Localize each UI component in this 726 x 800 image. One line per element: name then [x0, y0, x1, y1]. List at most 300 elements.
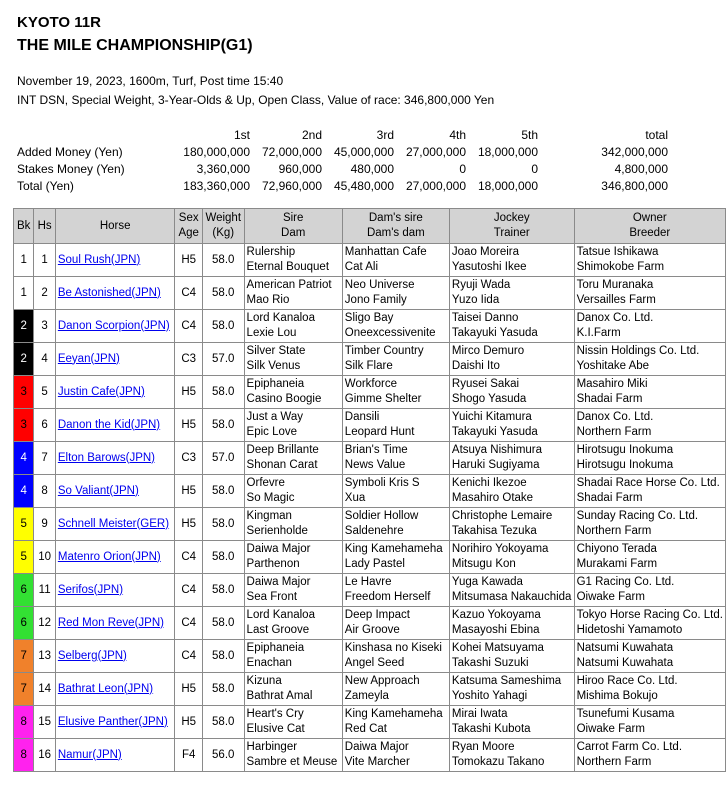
- prize-money-header: [17, 126, 668, 143]
- jockey: Christophe Lemaire: [451, 510, 553, 522]
- jockey: Katsuma Sameshima: [451, 675, 562, 687]
- frame-number-cell: 7: [14, 673, 34, 706]
- money-row-label: Total (Yen): [17, 178, 74, 193]
- money-col-header: 1st: [233, 127, 250, 142]
- money-header-spacer: [17, 126, 147, 143]
- header-line: Owner: [632, 212, 667, 224]
- dams-sire-dam-cell: [342, 541, 449, 574]
- weight-cell: 58.0: [202, 706, 244, 739]
- trainer: Takashi Kubota: [451, 723, 531, 735]
- owner-breeder-cell: [574, 442, 725, 475]
- jockey-trainer-cell: [449, 376, 574, 409]
- money-value: 18,000,000: [477, 178, 538, 193]
- dams-sire-dam-cell: [342, 277, 449, 310]
- frame-number-cell: 6: [14, 607, 34, 640]
- frame-number-cell: 1: [14, 277, 34, 310]
- breeder: Murakami Farm: [576, 558, 658, 570]
- dam: Sea Front: [246, 591, 298, 603]
- sire: Rulership: [246, 246, 296, 258]
- horse-link[interactable]: Selberg(JPN): [57, 649, 127, 662]
- weight-cell: 58.0: [202, 640, 244, 673]
- owner: Danox Co. Ltd.: [576, 312, 654, 324]
- dams-sire: Workforce: [344, 378, 397, 390]
- owner: Chiyono Terada: [576, 543, 657, 555]
- dams-sire: Sligo Bay: [344, 312, 394, 324]
- header-line: (Kg): [212, 227, 235, 239]
- horse-link[interactable]: Namur(JPN): [57, 748, 122, 761]
- sire: Epiphaneia: [246, 378, 305, 390]
- dams-sire-dam-cell: [342, 244, 449, 277]
- col-header-hs: [34, 209, 55, 244]
- table-row: [14, 310, 726, 343]
- horse-cell: [55, 508, 175, 541]
- horse-number-cell: 15: [34, 706, 55, 739]
- horse-number-cell: 1: [34, 244, 55, 277]
- weight-cell: 58.0: [202, 607, 244, 640]
- table-row: [14, 475, 726, 508]
- horse-link[interactable]: Soul Rush(JPN): [57, 253, 141, 266]
- horse-link[interactable]: Serifos(JPN): [57, 583, 124, 596]
- horse-cell: [55, 376, 175, 409]
- header-line: Sire: [282, 212, 304, 224]
- dams-sire-dam-cell: [342, 442, 449, 475]
- breeder: Hidetoshi Yamamoto: [576, 624, 683, 636]
- dams-sire: King Kamehameha: [344, 543, 443, 555]
- jockey: Ryusei Sakai: [451, 378, 520, 390]
- breeder: Yoshitake Abe: [576, 360, 650, 372]
- header-line: Sex: [178, 212, 199, 224]
- dam: Serienholde: [246, 525, 308, 537]
- owner: Hirotsugu Inokuma: [576, 444, 674, 456]
- money-header-row: [17, 126, 668, 143]
- dams-dam: Cat Ali: [344, 261, 379, 273]
- table-row: [14, 640, 726, 673]
- table-row: [14, 244, 726, 277]
- jockey-trainer-cell: [449, 574, 574, 607]
- sex-age-cell: C4: [175, 607, 202, 640]
- dams-sire: Brian's Time: [344, 444, 408, 456]
- col-header-bk: [14, 209, 34, 244]
- owner: Nissin Holdings Co. Ltd.: [576, 345, 700, 357]
- dams-sire: Symboli Kris S: [344, 477, 420, 489]
- dams-dam: Air Groove: [344, 624, 400, 636]
- trainer: Takashi Suzuki: [451, 657, 529, 669]
- horse-link[interactable]: Be Astonished(JPN): [57, 286, 161, 299]
- jockey: Kazuo Yokoyama: [451, 609, 541, 621]
- jockey-trainer-cell: [449, 409, 574, 442]
- race-number-title: KYOTO 11R: [17, 14, 101, 31]
- dams-dam: Silk Flare: [344, 360, 393, 372]
- owner: Masahiro Miki: [576, 378, 648, 390]
- dams-sire-dam-cell: [342, 640, 449, 673]
- dam: Parthenon: [246, 558, 300, 570]
- sex-age-cell: H5: [175, 673, 202, 706]
- frame-number-cell: 5: [14, 508, 34, 541]
- horse-number-cell: 7: [34, 442, 55, 475]
- sex-age-cell: H5: [175, 475, 202, 508]
- sire-dam-cell: [244, 409, 342, 442]
- jockey: Mirco Demuro: [451, 345, 525, 357]
- dams-sire: Timber Country: [344, 345, 424, 357]
- money-value: 45,480,000: [333, 178, 394, 193]
- sex-age-cell: C3: [175, 343, 202, 376]
- dams-sire: New Approach: [344, 675, 420, 687]
- horse-link[interactable]: Red Mon Reve(JPN): [57, 616, 164, 629]
- horse-link[interactable]: Elton Barows(JPN): [57, 451, 155, 464]
- col-header-weight: [202, 209, 244, 244]
- table-row: [14, 607, 726, 640]
- dam: Elusive Cat: [246, 723, 305, 735]
- breeder: Northern Farm: [576, 426, 652, 438]
- sire: Lord Kanaloa: [246, 609, 315, 621]
- weight-cell: 58.0: [202, 475, 244, 508]
- horse-link[interactable]: Schnell Meister(GER): [57, 517, 170, 530]
- horse-link[interactable]: Elusive Panther(JPN): [57, 715, 168, 728]
- breeder: Mishima Bokujo: [576, 690, 658, 702]
- jockey: Kohei Matsuyama: [451, 642, 544, 654]
- col-header-owner-breeder: [574, 209, 725, 244]
- sire-dam-cell: [244, 739, 342, 772]
- money-row: [17, 160, 668, 177]
- dams-dam: News Value: [344, 459, 406, 471]
- jockey-trainer-cell: [449, 640, 574, 673]
- jockey-trainer-cell: [449, 277, 574, 310]
- dam: Casino Boogie: [246, 393, 322, 405]
- dams-sire-dam-cell: [342, 409, 449, 442]
- dams-sire: Deep Impact: [344, 609, 410, 621]
- dams-dam: Red Cat: [344, 723, 387, 735]
- sex-age-cell: C4: [175, 277, 202, 310]
- header-line: Breeder: [629, 227, 671, 239]
- money-value: 0: [531, 161, 538, 176]
- header-line: Dam's dam: [366, 227, 425, 239]
- horse-link[interactable]: Eeyan(JPN): [57, 352, 120, 365]
- dams-sire-dam-cell: [342, 343, 449, 376]
- col-header-sire-dam: [244, 209, 342, 244]
- horse-link[interactable]: Justin Cafe(JPN): [57, 385, 145, 398]
- dams-sire-dam-cell: [342, 706, 449, 739]
- money-value: 0: [459, 161, 466, 176]
- dams-sire-dam-cell: [342, 508, 449, 541]
- jockey-trainer-cell: [449, 706, 574, 739]
- dams-sire-dam-cell: [342, 376, 449, 409]
- entries-header: [14, 209, 726, 244]
- sire-dam-cell: [244, 376, 342, 409]
- sire: Lord Kanaloa: [246, 312, 315, 324]
- sire: Epiphaneia: [246, 642, 305, 654]
- header-line: Trainer: [493, 227, 530, 239]
- jockey-trainer-cell: [449, 442, 574, 475]
- jockey: Joao Moreira: [451, 246, 520, 258]
- owner: Carrot Farm Co. Ltd.: [576, 741, 683, 753]
- dams-dam: Saldenehre: [344, 525, 404, 537]
- money-row-label: Added Money (Yen): [17, 144, 123, 159]
- horse-cell: [55, 343, 175, 376]
- breeder: Shadai Farm: [576, 393, 643, 405]
- jockey-trainer-cell: [449, 508, 574, 541]
- owner: Tatsue Ishikawa: [576, 246, 659, 258]
- table-row: [14, 376, 726, 409]
- jockey-trainer-cell: [449, 607, 574, 640]
- money-value: 27,000,000: [405, 178, 466, 193]
- horse-number-cell: 10: [34, 541, 55, 574]
- money-col-header: 2nd: [301, 127, 322, 142]
- dams-dam: Xua: [344, 492, 366, 504]
- weight-cell: 57.0: [202, 343, 244, 376]
- dam: Bathrat Amal: [246, 690, 313, 702]
- owner-breeder-cell: [574, 508, 725, 541]
- dams-dam: Zameyla: [344, 690, 389, 702]
- horse-link[interactable]: Danon the Kid(JPN): [57, 418, 161, 431]
- horse-number-cell: 12: [34, 607, 55, 640]
- horse-cell: [55, 277, 175, 310]
- owner: Natsumi Kuwahata: [576, 642, 674, 654]
- header-line: Dam: [281, 227, 306, 239]
- breeder: K.I.Farm: [576, 327, 621, 339]
- dams-sire-dam-cell: [342, 607, 449, 640]
- sex-age-cell: C4: [175, 640, 202, 673]
- owner-breeder-cell: [574, 640, 725, 673]
- horse-number-cell: 13: [34, 640, 55, 673]
- dams-dam: Lady Pastel: [344, 558, 405, 570]
- dam: Lexie Lou: [246, 327, 297, 339]
- race-date-line: November 19, 2023, 1600m, Turf, Post time 15:40: [17, 74, 284, 88]
- sire: Daiwa Major: [246, 576, 311, 588]
- weight-cell: 58.0: [202, 376, 244, 409]
- horse-link[interactable]: Bathrat Leon(JPN): [57, 682, 154, 695]
- frame-number-cell: 8: [14, 706, 34, 739]
- frame-number-cell: 8: [14, 739, 34, 772]
- owner-breeder-cell: [574, 409, 725, 442]
- trainer: Masahiro Otake: [451, 492, 534, 504]
- money-value: 45,000,000: [333, 144, 394, 159]
- horse-cell: [55, 673, 175, 706]
- sire-dam-cell: [244, 244, 342, 277]
- horse-number-cell: 8: [34, 475, 55, 508]
- money-value: 346,800,000: [601, 178, 668, 193]
- frame-number-cell: 4: [14, 442, 34, 475]
- horse-number-cell: 2: [34, 277, 55, 310]
- dam: Last Groove: [246, 624, 310, 636]
- money-row-label: Stakes Money (Yen): [17, 161, 125, 176]
- weight-cell: 58.0: [202, 244, 244, 277]
- sire-dam-cell: [244, 475, 342, 508]
- owner-breeder-cell: [574, 541, 725, 574]
- sire: Deep Brillante: [246, 444, 319, 456]
- sire: Daiwa Major: [246, 543, 311, 555]
- sire: Silver State: [246, 345, 306, 357]
- breeder: Shadai Farm: [576, 492, 643, 504]
- horse-cell: [55, 475, 175, 508]
- sex-age-cell: C4: [175, 541, 202, 574]
- jockey: Ryuji Wada: [451, 279, 511, 291]
- sex-age-cell: H5: [175, 376, 202, 409]
- sex-age-cell: H5: [175, 244, 202, 277]
- prize-money-table: [17, 126, 668, 194]
- dam: Sambre et Meuse: [246, 756, 338, 768]
- table-row: [14, 277, 726, 310]
- header-line: Weight: [205, 212, 242, 224]
- sex-age-cell: C3: [175, 442, 202, 475]
- frame-number-cell: 7: [14, 640, 34, 673]
- frame-number-cell: 4: [14, 475, 34, 508]
- breeder: Oiwake Farm: [576, 591, 645, 603]
- entries-table: [13, 208, 726, 772]
- frame-number-cell: 3: [14, 376, 34, 409]
- owner: Shadai Race Horse Co. Ltd.: [576, 477, 720, 489]
- trainer: Yoshito Yahagi: [451, 690, 528, 702]
- money-value: 180,000,000: [183, 144, 250, 159]
- frame-number-cell: 1: [14, 244, 34, 277]
- money-col-header: 4th: [449, 127, 466, 142]
- dams-dam: Jono Family: [344, 294, 407, 306]
- race-conditions-line: INT DSN, Special Weight, 3-Year-Olds & Up, Open Class, Value of race: 346,800,000 Yen: [17, 93, 495, 107]
- weight-cell: 56.0: [202, 739, 244, 772]
- sex-age-cell: C4: [175, 310, 202, 343]
- weight-cell: 58.0: [202, 508, 244, 541]
- sire: Heart's Cry: [246, 708, 304, 720]
- owner: G1 Racing Co. Ltd.: [576, 576, 675, 588]
- jockey-trainer-cell: [449, 673, 574, 706]
- sex-age-cell: H5: [175, 706, 202, 739]
- horse-cell: [55, 310, 175, 343]
- entries-body: [14, 244, 726, 772]
- breeder: Northern Farm: [576, 525, 652, 537]
- sire: Kizuna: [246, 675, 282, 687]
- trainer: Mitsumasa Nakauchida: [451, 591, 572, 603]
- weight-cell: 58.0: [202, 673, 244, 706]
- dams-sire-dam-cell: [342, 310, 449, 343]
- horse-number-cell: 14: [34, 673, 55, 706]
- dams-sire: Le Havre: [344, 576, 392, 588]
- trainer: Mitsugu Kon: [451, 558, 516, 570]
- jockey-trainer-cell: [449, 475, 574, 508]
- col-header-jockey-trainer: [449, 209, 574, 244]
- owner: Danox Co. Ltd.: [576, 411, 654, 423]
- sex-age-cell: H5: [175, 508, 202, 541]
- money-value: 4,800,000: [614, 161, 668, 176]
- sire-dam-cell: [244, 343, 342, 376]
- trainer: Takayuki Yasuda: [451, 327, 538, 339]
- owner-breeder-cell: [574, 574, 725, 607]
- col-header-horse: [55, 209, 175, 244]
- trainer: Takahisa Tezuka: [451, 525, 537, 537]
- trainer: Yuzo Iida: [451, 294, 500, 306]
- owner-breeder-cell: [574, 376, 725, 409]
- owner: Tokyo Horse Racing Co. Ltd.: [576, 609, 723, 621]
- sire: Orfevre: [246, 477, 285, 489]
- weight-cell: 58.0: [202, 541, 244, 574]
- table-row: [14, 673, 726, 706]
- trainer: Yasutoshi Ikee: [451, 261, 527, 273]
- money-value: 480,000: [350, 161, 394, 176]
- money-value: 960,000: [278, 161, 322, 176]
- jockey: Norihiro Yokoyama: [451, 543, 549, 555]
- owner: Tsunefumi Kusama: [576, 708, 675, 720]
- dam: Shonan Carat: [246, 459, 318, 471]
- breeder: Versailles Farm: [576, 294, 656, 306]
- money-value: 27,000,000: [405, 144, 466, 159]
- horse-number-cell: 4: [34, 343, 55, 376]
- owner-breeder-cell: [574, 673, 725, 706]
- sex-age-cell: C4: [175, 574, 202, 607]
- dams-sire: Daiwa Major: [344, 741, 409, 753]
- breeder: Northern Farm: [576, 756, 652, 768]
- dams-sire: Manhattan Cafe: [344, 246, 427, 258]
- horse-cell: [55, 706, 175, 739]
- owner-breeder-cell: [574, 607, 725, 640]
- dams-sire: Soldier Hollow: [344, 510, 419, 522]
- horse-cell: [55, 607, 175, 640]
- sire-dam-cell: [244, 442, 342, 475]
- jockey: Taisei Danno: [451, 312, 519, 324]
- entries-header-row: [14, 209, 726, 244]
- dams-sire-dam-cell: [342, 475, 449, 508]
- dam: Enachan: [246, 657, 292, 669]
- money-value: 3,360,000: [196, 161, 250, 176]
- sire-dam-cell: [244, 607, 342, 640]
- sire: Kingman: [246, 510, 292, 522]
- horse-number-cell: 11: [34, 574, 55, 607]
- header-line: Jockey: [493, 212, 530, 224]
- sire-dam-cell: [244, 706, 342, 739]
- trainer: Takayuki Yasuda: [451, 426, 538, 438]
- header-line: Hs: [37, 219, 52, 232]
- table-row: [14, 574, 726, 607]
- dam: Silk Venus: [246, 360, 301, 372]
- weight-cell: 57.0: [202, 442, 244, 475]
- horse-cell: [55, 442, 175, 475]
- table-row: [14, 343, 726, 376]
- dams-sire: Neo Universe: [344, 279, 415, 291]
- jockey-trainer-cell: [449, 244, 574, 277]
- owner-breeder-cell: [574, 343, 725, 376]
- sire: Just a Way: [246, 411, 303, 423]
- dams-dam: Oneexcessivenite: [344, 327, 436, 339]
- jockey: Mirai Iwata: [451, 708, 508, 720]
- weight-cell: 58.0: [202, 574, 244, 607]
- dams-sire-dam-cell: [342, 739, 449, 772]
- jockey-trainer-cell: [449, 343, 574, 376]
- money-value: 72,960,000: [261, 178, 322, 193]
- jockey-trainer-cell: [449, 739, 574, 772]
- table-row: [14, 508, 726, 541]
- breeder: Natsumi Kuwahata: [576, 657, 674, 669]
- jockey: Yuga Kawada: [451, 576, 523, 588]
- horse-link[interactable]: So Valiant(JPN): [57, 484, 139, 497]
- frame-number-cell: 2: [14, 343, 34, 376]
- horse-cell: [55, 244, 175, 277]
- dam: Eternal Bouquet: [246, 261, 330, 273]
- dams-dam: Gimme Shelter: [344, 393, 422, 405]
- owner: Hiroo Race Co. Ltd.: [576, 675, 678, 687]
- owner-breeder-cell: [574, 706, 725, 739]
- dams-sire: Kinshasa no Kiseki: [344, 642, 442, 654]
- header-line: Dam's sire: [368, 212, 423, 224]
- horse-link[interactable]: Danon Scorpion(JPN): [57, 319, 170, 332]
- dams-dam: Angel Seed: [344, 657, 405, 669]
- jockey: Ryan Moore: [451, 741, 515, 753]
- sire-dam-cell: [244, 277, 342, 310]
- breeder: Shimokobe Farm: [576, 261, 665, 273]
- trainer: Tomokazu Takano: [451, 756, 545, 768]
- trainer: Masayoshi Ebina: [451, 624, 540, 636]
- owner-breeder-cell: [574, 310, 725, 343]
- dams-dam: Vite Marcher: [344, 756, 410, 768]
- owner-breeder-cell: [574, 244, 725, 277]
- horse-link[interactable]: Matenro Orion(JPN): [57, 550, 161, 563]
- owner: Toru Muranaka: [576, 279, 654, 291]
